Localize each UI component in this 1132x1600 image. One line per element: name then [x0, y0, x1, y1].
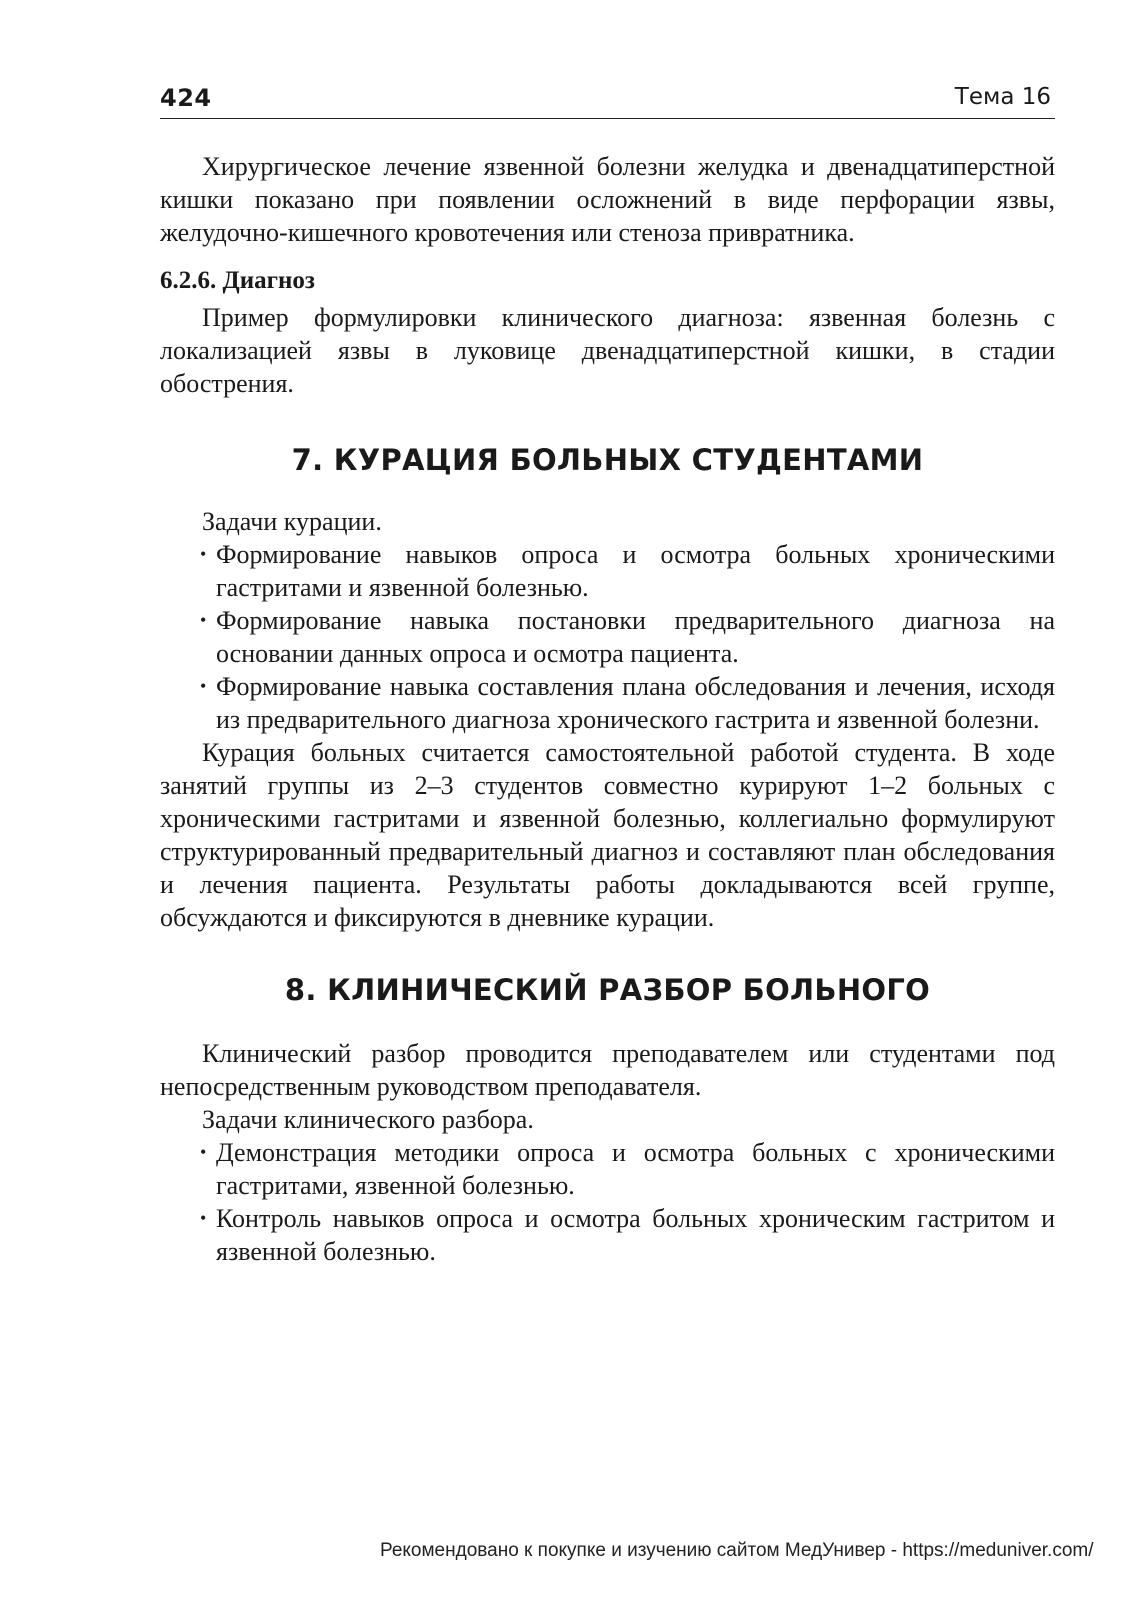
list-item-text: Формирование навыка постановки предварительного диагноза на основании данных опроса и осмотра пациента.	[216, 606, 1055, 668]
section-8-bullet-list	[160, 1136, 1055, 1268]
page-number: 424	[160, 84, 212, 112]
page-header	[160, 84, 1055, 119]
page-content	[160, 150, 1055, 1268]
section-7-paragraph: Курация больных считается самостоятельной работой студента. В ходе занятий группы из 2–3 студентов совместно курируют 1–2 больных с хроническими гастритами и язвенной болезнью, коллегиально формулируют структурированный предварительный диагноз и составляют план обследования и лечения пациента. Результаты работы докладываются всей группе, обсуждаются и фиксируются в дневнике курации.	[160, 738, 1055, 932]
section-8-title: 8. КЛИНИЧЕСКИЙ РАЗБОР БОЛЬНОГО	[284, 973, 931, 1007]
bullet-icon: •	[200, 610, 207, 630]
intro-paragraph: Хирургическое лечение язвенной болезни желудка и двенадцатиперстной кишки показано при появлении осложнений в виде перфорации язвы, желудочно-кишечного кровотечения или стеноза привратника.	[160, 152, 1055, 247]
list-item	[160, 604, 1055, 670]
list-item-text: Контроль навыков опроса и осмотра больных хроническим гастритом и язвенной болезнью.	[216, 1204, 1055, 1266]
running-title: Тема 16	[954, 84, 1051, 110]
section-8-tasks-label: Задачи клинического разбора.	[202, 1105, 534, 1134]
bullet-icon: •	[200, 1208, 207, 1228]
section-7-title: 7. КУРАЦИЯ БОЛЬНЫХ СТУДЕНТАМИ	[291, 443, 924, 477]
list-item-text: Формирование навыков опроса и осмотра больных хроническими гастритами и язвенной болезнью.	[216, 540, 1055, 602]
subsection-heading: 6.2.6. Диагноз	[160, 267, 315, 294]
bullet-icon: •	[200, 544, 207, 564]
list-item-text: Демонстрация методики опроса и осмотра больных с хроническими гастритами, язвенной болезнью.	[216, 1138, 1055, 1200]
footer-watermark: Рекомендовано к покупке и изучению сайтом МедУнивер - https://meduniver.com/	[380, 1540, 1094, 1561]
list-item	[160, 538, 1055, 604]
list-item	[160, 1136, 1055, 1202]
section-7-bullet-list	[160, 538, 1055, 736]
bullet-icon: •	[200, 676, 207, 696]
section-8-paragraph: Клинический разбор проводится преподавателем или студентами под непосредственным руководством преподавателя.	[160, 1039, 1055, 1101]
list-item	[160, 670, 1055, 736]
list-item	[160, 1202, 1055, 1268]
diagnosis-paragraph: Пример формулировки клинического диагноза: язвенная болезнь с локализацией язвы в луковице двенадцатиперстной кишки, в стадии обострения.	[160, 303, 1055, 398]
section-7-tasks-label: Задачи курации.	[202, 507, 382, 536]
bullet-icon: •	[200, 1142, 207, 1162]
list-item-text: Формирование навыка составления плана обследования и лечения, исходя из предварительного диагноза хронического гастрита и язвенной болезни.	[216, 672, 1055, 734]
